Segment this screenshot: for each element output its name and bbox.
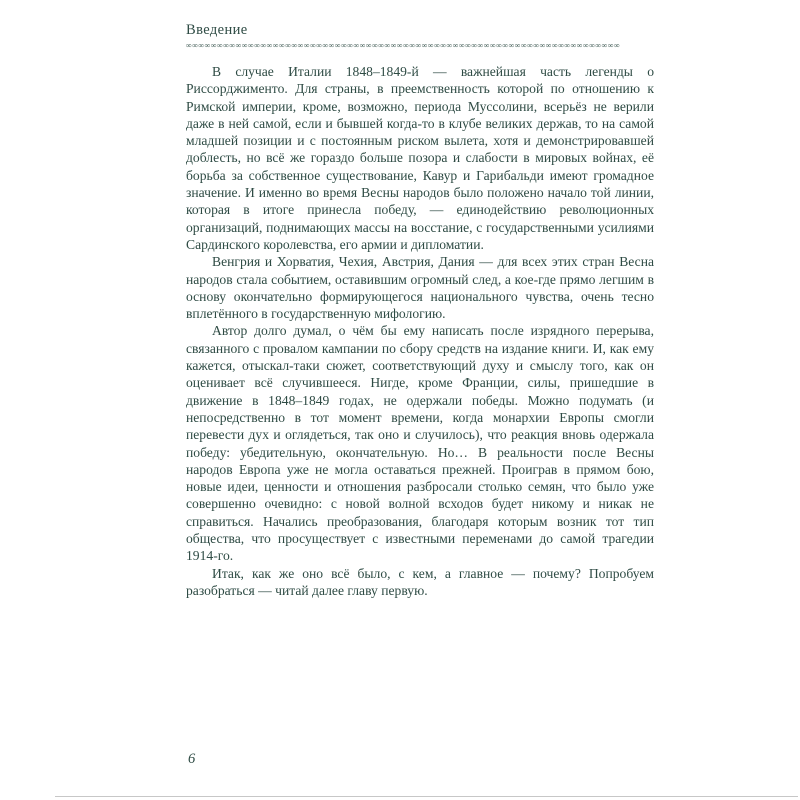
- body-paragraph: Итак, как же оно всё было, с кем, а главное — почему? Попробуем разобраться — читай далее главу первую.: [186, 565, 654, 598]
- ornament-divider: ∞∞∞∞∞∞∞∞∞∞∞∞∞∞∞∞∞∞∞∞∞∞∞∞∞∞∞∞∞∞∞∞∞∞∞∞∞∞∞∞∞∞∞∞∞∞∞∞∞∞∞∞∞∞∞∞∞∞∞∞∞∞∞∞∞∞∞∞∞∞: [186, 41, 621, 50]
- body-paragraph: Венгрия и Хорватия, Чехия, Австрия, Дания — для всех этих стран Весна народов стала событием, оставившим огромный след, а кое-где прямо легшим в основу окончательно формирующегося национального чувства, очень тесно вплетённого в государственную мифологию.: [186, 254, 654, 322]
- text-block: [186, 22, 654, 599]
- chapter-heading: Введение: [186, 22, 248, 38]
- body-paragraph: Автор долго думал, о чём бы ему написать после изрядного перерыва, связанного с провалом кампании по сбору средств на издание книги. И, как ему кажется, отыскал-таки сюжет, соответствующий духу и смыслу того, как он оценивает всё случившееся. Нигде, кроме Франции, силы, пришедшие в движение в 1848–1849 годах, не одержали победы. Можно подумать (и непосредственно в тот момент времени, когда монархии Европы смогли перевести дух и оглядеться, так оно и случилось), что реакция вновь одержала победу: убедительную, окончательную. Но… В реальности после Весны народов Европа уже не могла оставаться прежней. Проиграв в прямом бою, новые идеи, ценности и отношения разбросали столько семян, что было уже совершенно очевидно: с новой волной всходов будет никому и никак не справиться. Начались преобразования, благодаря которым возник тот тип общества, что просуществует с известными переменами до самой трагедии 1914-го.: [186, 323, 654, 564]
- body-text: [186, 63, 654, 599]
- page-number: 6: [188, 751, 196, 767]
- scan-edge-line: [55, 796, 798, 797]
- body-paragraph: В случае Италии 1848–1849-й — важнейшая часть легенды о Риссорджименто. Для страны, в преемственность которой по отношению к Римской империи, кроме, возможно, периода Муссолини, всерьёз не верили даже в ней самой, если и бывшей когда-то в клубе великих держав, то на самой младшей позиции и с постоянным риском вылета, хотя и демонстрировавшей доблесть, но всё же гораздо больше позора и слабости в мировых войнах, её борьба за собственное существование, Кавур и Гарибальди имеют громадное значение. И именно во время Весны народов было положено начало той линии, которая в итоге принесла победу, — единодействию революционных организаций, поднимающих массы на восстание, с государственными усилиями Сардинского королевства, его армии и дипломатии.: [186, 64, 654, 252]
